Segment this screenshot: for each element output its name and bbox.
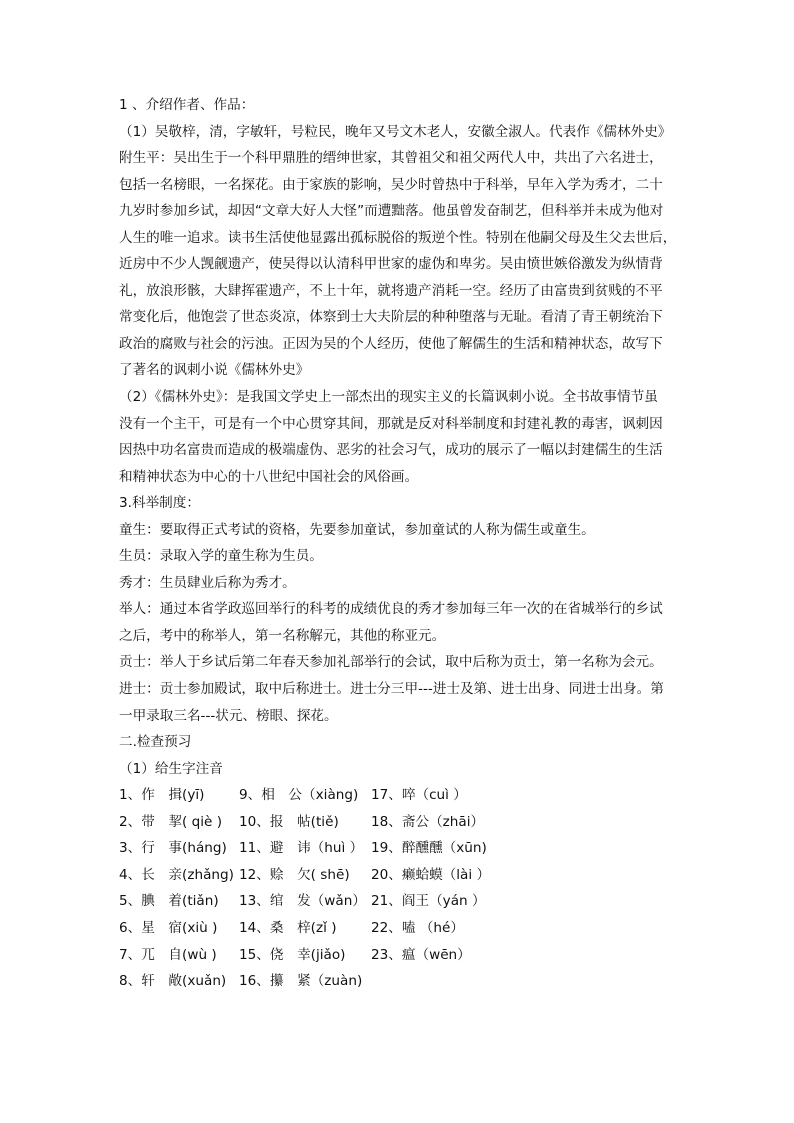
text-line: 生员：录取入学的童生称为生员。	[119, 548, 323, 565]
text-line: 近房中不少人觊觎遗产，使吴得以认清科甲世家的虚伪和卑劣。吴由愤世嫉俗激发为纵情背	[119, 256, 663, 273]
pinyin-entry: 15、侥 幸(jiǎo)	[239, 946, 346, 963]
pinyin-row	[119, 942, 689, 969]
pinyin-entry: 5、腆 着(tiǎn)	[119, 893, 219, 910]
pinyin-entry: 11、避 讳（huì ）	[239, 840, 364, 857]
text-line: 因热中功名富贵而造成的极端虚伪、恶劣的社会习气，成功的展示了一幅以封建儒生的生活	[119, 442, 663, 459]
pinyin-entry: 13、绾 发（wǎn）	[239, 893, 366, 910]
pinyin-entry: 19、醉醺醺（xūn)	[371, 840, 487, 857]
text-line: 九岁时参加乡试，却因“文章大好人大怪”而遭黜落。他虽曾发奋制艺，但科举并未成为他对	[119, 203, 664, 220]
text-line: （2）《儒林外史》：是我国文学史上一部杰出的现实主义的长篇讽刺小说。全书故事情节虽	[119, 389, 658, 406]
text-line: 1 、介绍作者、作品：	[119, 97, 255, 113]
text-line: 和精神状态为中心的十八世纪中国社会的风俗画。	[119, 468, 419, 485]
pinyin-entry: 1、作 揖(yī)	[119, 787, 205, 804]
pinyin-entry: 8、轩 敞(xuǎn)	[119, 973, 227, 990]
document-body-text	[119, 92, 689, 782]
pinyin-entry: 18、斋公（zhāi）	[371, 813, 485, 830]
document-page	[119, 92, 689, 995]
text-line: 人生的唯一追求。读书生活使他显露出孤标脱俗的叛逆个性。特别在他嗣父母及生父去世后，	[119, 229, 677, 246]
pinyin-entry: 23、瘟（wēn）	[371, 946, 471, 963]
pinyin-entry: 20、癞蛤蟆（lài ）	[371, 866, 491, 883]
text-line: 政治的腐败与社会的污浊。正因为吴的个人经历，使他了解儒生的生活和精神状态，故写下	[119, 335, 663, 352]
pinyin-entry: 9、相 公（xiàng)	[239, 787, 359, 804]
text-line: 礼，放浪形骸，大肆挥霍遗产，不上十年，就将遗产消耗一空。经历了由富贵到贫贱的不平	[119, 282, 663, 299]
pinyin-entry: 14、桑 梓(zǐ )	[239, 919, 337, 936]
text-line: 童生：要取得正式考试的资格，先要参加童试，参加童试的人称为儒生或童生。	[119, 521, 595, 538]
pinyin-row	[119, 888, 689, 915]
text-line: 秀才：生员肆业后称为秀才。	[119, 574, 296, 591]
text-line: 附生平：吴出生于一个科甲鼎胜的缙绅世家，其曾祖父和祖父两代人中，共出了六名进士，	[119, 150, 663, 167]
pinyin-entry: 17、啐（cuì ）	[371, 787, 467, 804]
text-line: （1）给生字注音	[119, 760, 223, 777]
pinyin-row	[119, 862, 689, 889]
text-line: 之后，考中的称举人，第一名称解元，其他的称亚元。	[119, 627, 446, 644]
text-line: 常变化后，他饱尝了世态炎凉，体察到士大夫阶层的种种堕落与无耻。看清了青王朝统治下	[119, 309, 663, 326]
pinyin-entry: 21、阎王（yán ）	[371, 893, 486, 910]
text-line: 了著名的讽刺小说《儒林外史》	[119, 362, 310, 379]
text-line: 包括一名榜眼，一名探花。由于家族的影响，吴少时曾热中于科举，早年入学为秀才，二十	[119, 176, 663, 193]
pinyin-row	[119, 809, 689, 836]
pinyin-entry: 3、行 事(háng)	[119, 840, 227, 857]
pinyin-entry: 7、兀 自(wù )	[119, 946, 217, 963]
pinyin-row	[119, 915, 689, 942]
pinyin-entry: 6、星 宿(xiù )	[119, 919, 218, 936]
text-line: 贡士：举人于乡试后第二年春天参加礼部举行的会试，取中后称为贡士，第一名称为会元。	[119, 654, 663, 671]
pinyin-entry: 4、长 亲(zhǎng)	[119, 866, 234, 883]
text-line: 没有一个主干，可是有一个中心贯穿其间，那就是反对科举制度和封建礼教的毒害，讽刺因	[119, 415, 663, 432]
pinyin-entry: 10、报 帖(tiě)	[239, 813, 339, 830]
pinyin-entry: 12、赊 欠( shē)	[239, 866, 350, 883]
text-line: 3.科举制度：	[119, 495, 200, 512]
text-line: 举人：通过本省学政巡回举行的科考的成绩优良的秀才参加每三年一次的在省城举行的乡试	[119, 601, 663, 618]
text-line: （1）吴敬梓，清，字敏轩，号粒民，晚年又号文木老人，安徽全淑人。代表作《儒林外史》	[119, 123, 672, 140]
text-line: 一甲录取三名---状元、榜眼、探花。	[119, 707, 338, 724]
pinyin-table	[119, 782, 689, 994]
pinyin-row	[119, 968, 689, 995]
text-line: 进士：贡士参加殿试，取中后称进士。进士分三甲---进士及第、进士出身、同进士出身。第	[119, 681, 664, 698]
pinyin-entry: 16、攥 紧（zuàn)	[239, 973, 363, 990]
pinyin-entry: 2、带 挈( qiè )	[119, 813, 223, 830]
pinyin-row	[119, 835, 689, 862]
pinyin-row	[119, 782, 689, 809]
pinyin-entry: 22、嗑 （hé）	[371, 919, 464, 936]
text-line: 二.检查预习	[119, 734, 192, 751]
